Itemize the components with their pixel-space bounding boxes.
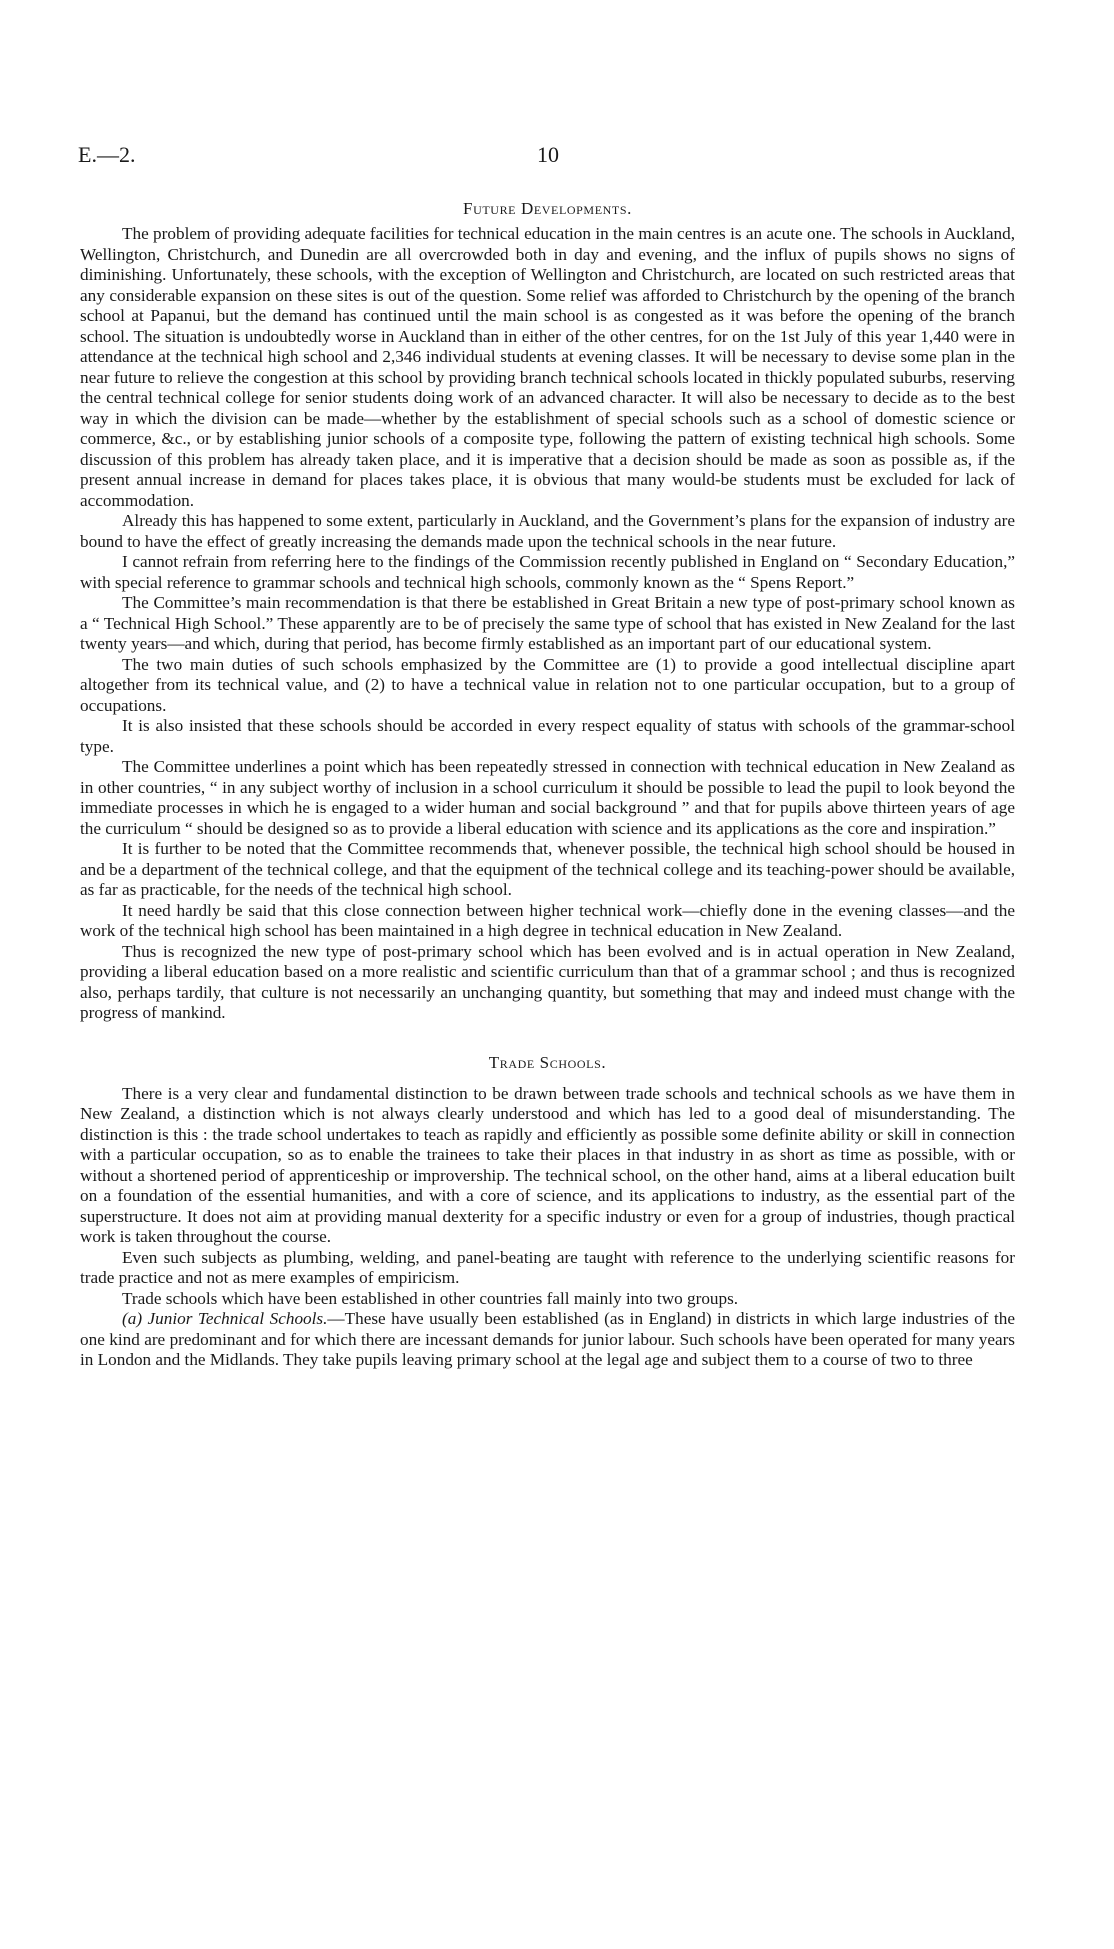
paragraph: The problem of providing adequate facilities for technical education in the main centres is an acute one. The schools in Auckland, Wellington, Christchurch, and Dunedin are all overcrowded both in day and evening, and the influx of pupils shows no signs of diminishing. Unfortunately, these schools, with the exception of Wellington and Christchurch, are located on such restricted areas that any considerable expansion on these sites is out of the question. Some relief was afforded to Christchurch by the opening of the branch school at Papanui, but the demand has continued until the main school is as congested as it was before the opening of the branch school. The situation is undoubtedly worse in Auckland than in either of the other centres, for on the 1st July of this year 1,440 were in attendance at the technical high school and 2,346 individual students at evening classes. It will be necessary to devise some plan in the near future to relieve the congestion at this school by providing branch technical schools located in thickly populated suburbs, reserving the central technical college for senior students doing work of an advanced character. It will also be necessary to decide as to the best way in which the division can be made—whether by the establishment of special schools such as a school of domestic science or commerce, &c., or by establishing junior schools of a composite type, following the pattern of existing technical high schools. Some discussion of this problem has already taken place, and it is imperative that a decision should be made as soon as possible as, if the present annual increase in demand for places takes place, it is obvious that many would-be students must be excluded for lack of accommodation. [80, 224, 1015, 510]
page-body [80, 198, 1015, 1371]
paragraph: I cannot refrain from referring here to the findings of the Commission recently published in England on “ Secondary Education,” with special reference to grammar schools and technical high schools, commonly known as the “ Spens Report.” [80, 552, 1015, 592]
junior-technical-schools-heading: (a) Junior Technical Schools. [122, 1309, 328, 1328]
junior-technical-schools-text: —These have usually been established (as in England) in districts in which large industries of the one kind are predominant and for which there are incessant demands for junior labour. Such schools have been operated for many years in London and the Midlands. They take pupils leaving primary school at the legal age and subject them to a course of two to three [80, 1309, 1015, 1369]
page-number: 10 [537, 142, 559, 167]
paragraph: The two main duties of such schools emphasized by the Committee are (1) to provide a good intellectual discipline apart altogether from its technical value, and (2) to have a technical value in relation not to one particular occupation, but to a group of occupations. [80, 654, 1015, 715]
paragraph: Even such subjects as plumbing, welding, and panel-beating are taught with reference to the underlying scientific reasons for trade practice and not as mere examples of empiricism. [80, 1247, 1015, 1287]
paragraph: It is also insisted that these schools should be accorded in every respect equality of status with schools of the grammar-school type. [80, 716, 1015, 756]
document-reference: E.—2. [78, 142, 136, 167]
paragraph: The Committee underlines a point which has been repeatedly stressed in connection with technical education in New Zealand as in other countries, “ in any subject worthy of inclusion in a school curriculum it should be possible to lead the pupil to look beyond the immediate processes in which he is engaged to a wider human and social background ” and that for pupils above thirteen years of age the curriculum “ should be designed so as to provide a liberal education with science and its applications as the core and inspiration.” [80, 757, 1015, 838]
paragraph: It need hardly be said that this close connection between higher technical work—chiefly done in the evening classes—and the work of the technical high school has been maintained in a high degree in technical education in New Zealand. [80, 900, 1015, 940]
paragraph: There is a very clear and fundamental distinction to be drawn between trade schools and technical schools as we have them in New Zealand, a distinction which is not always clearly understood and which has led to a good deal of misunderstanding. The distinction is this : the trade school undertakes to teach as rapidly and efficiently as possible some definite ability or skill in connection with a particular occupation, so as to enable the trainees to take their places in that industry in as short as time as possible, with or without a shortened period of apprenticeship or improvership. The technical school, on the other hand, aims at a liberal education built on a foundation of the essential humanities, and with a core of science, and its applications to industry, as the essential part of the superstructure. It does not aim at providing manual dexterity for a specific industry or even for a group of industries, though practical work is taken throughout the course. [80, 1083, 1015, 1246]
section-title-future-developments: Future Developments. [463, 199, 632, 218]
paragraph-junior-technical-schools [80, 1309, 1015, 1371]
paragraph: The Committee’s main recommendation is that there be established in Great Britain a new type of post-primary school known as a “ Technical High School.” These apparently are to be of precisely the same type of school that has existed in New Zealand for the last twenty years—and which, during that period, has become firmly established as an important part of our educational system. [80, 593, 1015, 653]
page-header [78, 142, 1018, 172]
paragraph: It is further to be noted that the Committee recommends that, whenever possible, the technical high school should be housed in and be a department of the technical college, and that the equipment of the technical college and its teaching-power should be available, as far as practicable, for the needs of the technical high school. [80, 839, 1015, 899]
paragraph: Trade schools which have been established in other countries fall mainly into two groups. [122, 1288, 739, 1308]
paragraph: Already this has happened to some extent, particularly in Auckland, and the Government’s plans for the expansion of industry are bound to have the effect of greatly increasing the demands made upon the technical schools in the near future. [80, 511, 1015, 551]
section-title-trade-schools: Trade Schools. [488, 1052, 607, 1072]
paragraph: Thus is recognized the new type of post-primary school which has been evolved and is in actual operation in New Zealand, providing a liberal education based on a more realistic and scientific curriculum than that of a grammar school ; and thus is recognized also, perhaps tardily, that culture is not necessarily an unchanging quantity, but something that may and indeed must change with the progress of mankind. [80, 941, 1015, 1022]
